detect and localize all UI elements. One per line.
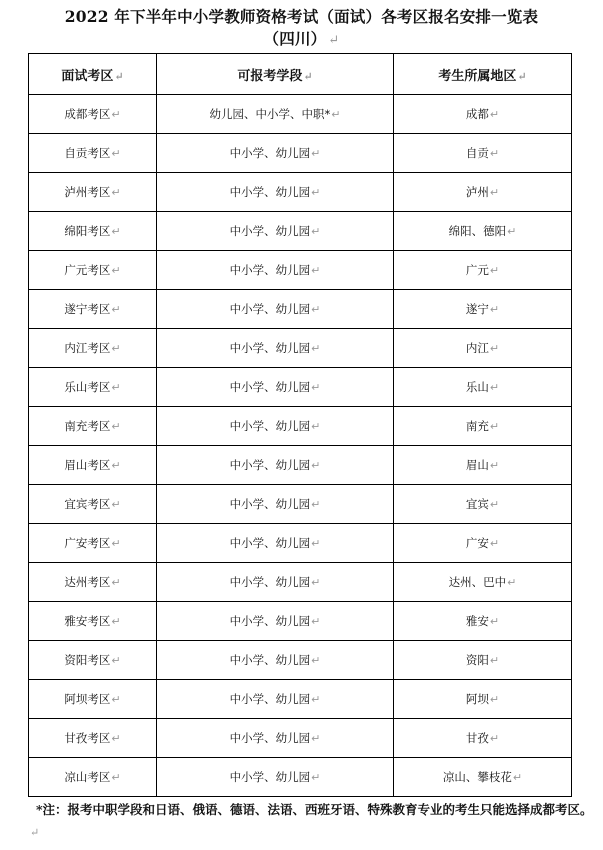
title-subtext: （四川） (263, 29, 327, 48)
cell-exam-region: 自贡考区↵ (29, 134, 157, 173)
table-row (29, 524, 572, 563)
cell-exam-region: 雅安考区↵ (29, 602, 157, 641)
cell-mark-icon: ↵ (311, 771, 321, 784)
cell-mark-icon: ↵ (489, 537, 500, 550)
cell-mark-icon: ↵ (111, 264, 121, 277)
cell-eligible-stages: 中小学、幼儿园↵ (157, 602, 394, 641)
cell-mark-icon: ↵ (489, 498, 500, 511)
cell-mark-icon: ↵ (311, 498, 321, 511)
cell-candidate-area: 甘孜↵ (394, 719, 572, 758)
table-row (29, 134, 572, 173)
table-row (29, 368, 572, 407)
cell-candidate-area: 阿坝↵ (394, 680, 572, 719)
cell-mark-icon: ↵ (489, 147, 500, 160)
cell-mark-icon: ↵ (331, 108, 341, 121)
cell-mark-icon: ↵ (311, 225, 321, 238)
cell-mark-icon: ↵ (311, 576, 321, 589)
footnote (28, 799, 598, 844)
cell-exam-region: 内江考区↵ (29, 329, 157, 368)
cell-mark-icon: ↵ (311, 693, 321, 706)
cell-eligible-stages: 中小学、幼儿园↵ (157, 329, 394, 368)
table-row (29, 641, 572, 680)
cell-eligible-stages: 中小学、幼儿园↵ (157, 524, 394, 563)
cell-mark-icon: ↵ (311, 654, 321, 667)
paragraph-mark-icon: ↵ (328, 33, 340, 48)
table-row (29, 212, 572, 251)
table-row (29, 251, 572, 290)
cell-eligible-stages: 中小学、幼儿园↵ (157, 485, 394, 524)
cell-mark-icon: ↵ (507, 576, 517, 589)
cell-mark-icon: ↵ (111, 342, 121, 355)
cell-mark-icon: ↵ (311, 264, 321, 277)
cell-mark-icon: ↵ (111, 147, 121, 160)
table-row (29, 719, 572, 758)
cell-candidate-area: 泸州↵ (394, 173, 572, 212)
cell-mark-icon: ↵ (311, 420, 321, 433)
cell-mark-icon: ↵ (311, 615, 321, 628)
cell-eligible-stages: 中小学、幼儿园↵ (157, 719, 394, 758)
cell-mark-icon: ↵ (311, 186, 321, 199)
cell-mark-icon: ↵ (489, 186, 500, 199)
cell-eligible-stages: 中小学、幼儿园↵ (157, 212, 394, 251)
title-line-2 (0, 28, 603, 52)
exam-region-table (28, 53, 572, 797)
table-row (29, 485, 572, 524)
table-row (29, 290, 572, 329)
cell-exam-region: 眉山考区↵ (29, 446, 157, 485)
title-line-1 (0, 6, 603, 28)
cell-eligible-stages: 中小学、幼儿园↵ (157, 290, 394, 329)
cell-mark-icon: ↵ (111, 693, 121, 706)
cell-mark-icon: ↵ (111, 771, 121, 784)
paragraph-mark-icon: ↵ (30, 826, 40, 839)
cell-mark-icon: ↵ (114, 69, 124, 83)
cell-candidate-area: 广安↵ (394, 524, 572, 563)
cell-mark-icon: ↵ (489, 732, 500, 745)
cell-exam-region: 甘孜考区↵ (29, 719, 157, 758)
cell-candidate-area: 资阳↵ (394, 641, 572, 680)
cell-mark-icon: ↵ (311, 459, 321, 472)
header-exam-region: 面试考区↵ (29, 54, 157, 95)
cell-mark-icon: ↵ (311, 147, 321, 160)
cell-mark-icon: ↵ (489, 420, 500, 433)
cell-eligible-stages: 中小学、幼儿园↵ (157, 563, 394, 602)
table-row (29, 407, 572, 446)
cell-mark-icon: ↵ (489, 303, 500, 316)
cell-mark-icon: ↵ (111, 303, 121, 316)
cell-exam-region: 泸州考区↵ (29, 173, 157, 212)
cell-mark-icon: ↵ (311, 342, 321, 355)
cell-mark-icon: ↵ (111, 381, 121, 394)
table-row (29, 329, 572, 368)
title-text: 2022 年下半年中小学教师资格考试（面试）各考区报名安排一览表 (64, 7, 539, 26)
cell-mark-icon: ↵ (111, 108, 121, 121)
table-row (29, 602, 572, 641)
cell-eligible-stages: 中小学、幼儿园↵ (157, 446, 394, 485)
cell-mark-icon: ↵ (507, 225, 517, 238)
cell-eligible-stages: 幼儿园、中小学、中职*↵ (157, 95, 394, 134)
cell-mark-icon: ↵ (489, 108, 500, 121)
cell-mark-icon: ↵ (489, 459, 500, 472)
cell-candidate-area: 自贡↵ (394, 134, 572, 173)
cell-mark-icon: ↵ (311, 537, 321, 550)
cell-mark-icon: ↵ (311, 732, 321, 745)
cell-eligible-stages: 中小学、幼儿园↵ (157, 758, 394, 797)
cell-mark-icon: ↵ (512, 771, 523, 784)
table-row (29, 446, 572, 485)
footnote-text: *注：报考中职学段和日语、俄语、德语、法语、西班牙语、特殊教育专业的考生只能选择成都考区。 (36, 802, 593, 817)
cell-exam-region: 凉山考区↵ (29, 758, 157, 797)
cell-candidate-area: 广元↵ (394, 251, 572, 290)
cell-candidate-area: 成都↵ (394, 95, 572, 134)
cell-exam-region: 宜宾考区↵ (29, 485, 157, 524)
document-title (0, 6, 603, 52)
table-body (29, 95, 572, 797)
cell-eligible-stages: 中小学、幼儿园↵ (157, 641, 394, 680)
table-header-row (29, 54, 572, 95)
cell-mark-icon: ↵ (517, 69, 527, 83)
cell-candidate-area: 内江↵ (394, 329, 572, 368)
cell-exam-region: 南充考区↵ (29, 407, 157, 446)
table-row (29, 680, 572, 719)
cell-mark-icon: ↵ (489, 693, 500, 706)
cell-eligible-stages: 中小学、幼儿园↵ (157, 173, 394, 212)
cell-mark-icon: ↵ (489, 615, 500, 628)
cell-mark-icon: ↵ (111, 537, 121, 550)
cell-eligible-stages: 中小学、幼儿园↵ (157, 134, 394, 173)
table-row (29, 758, 572, 797)
cell-candidate-area: 雅安↵ (394, 602, 572, 641)
cell-mark-icon: ↵ (311, 381, 321, 394)
cell-eligible-stages: 中小学、幼儿园↵ (157, 368, 394, 407)
cell-candidate-area: 遂宁↵ (394, 290, 572, 329)
cell-eligible-stages: 中小学、幼儿园↵ (157, 680, 394, 719)
cell-candidate-area: 南充↵ (394, 407, 572, 446)
cell-mark-icon: ↵ (489, 264, 500, 277)
cell-candidate-area: 凉山、攀枝花↵ (394, 758, 572, 797)
cell-candidate-area: 达州、巴中↵ (394, 563, 572, 602)
cell-exam-region: 成都考区↵ (29, 95, 157, 134)
cell-eligible-stages: 中小学、幼儿园↵ (157, 251, 394, 290)
cell-candidate-area: 绵阳、德阳↵ (394, 212, 572, 251)
header-eligible-stages: 可报考学段↵ (157, 54, 394, 95)
cell-mark-icon: ↵ (311, 303, 321, 316)
cell-exam-region: 阿坝考区↵ (29, 680, 157, 719)
table-row (29, 563, 572, 602)
cell-mark-icon: ↵ (111, 225, 121, 238)
cell-exam-region: 资阳考区↵ (29, 641, 157, 680)
cell-candidate-area: 乐山↵ (394, 368, 572, 407)
cell-eligible-stages: 中小学、幼儿园↵ (157, 407, 394, 446)
cell-mark-icon: ↵ (111, 654, 121, 667)
cell-mark-icon: ↵ (111, 459, 121, 472)
cell-candidate-area: 宜宾↵ (394, 485, 572, 524)
table-row (29, 173, 572, 212)
cell-mark-icon: ↵ (303, 69, 313, 83)
cell-mark-icon: ↵ (111, 576, 121, 589)
cell-exam-region: 遂宁考区↵ (29, 290, 157, 329)
cell-mark-icon: ↵ (489, 381, 500, 394)
table-row (29, 95, 572, 134)
cell-exam-region: 达州考区↵ (29, 563, 157, 602)
cell-mark-icon: ↵ (111, 420, 121, 433)
cell-mark-icon: ↵ (111, 615, 121, 628)
cell-exam-region: 乐山考区↵ (29, 368, 157, 407)
header-candidate-area: 考生所属地区↵ (394, 54, 572, 95)
cell-exam-region: 广安考区↵ (29, 524, 157, 563)
cell-mark-icon: ↵ (489, 654, 500, 667)
cell-mark-icon: ↵ (111, 732, 121, 745)
cell-mark-icon: ↵ (111, 498, 121, 511)
cell-exam-region: 广元考区↵ (29, 251, 157, 290)
cell-mark-icon: ↵ (489, 342, 500, 355)
cell-candidate-area: 眉山↵ (394, 446, 572, 485)
cell-mark-icon: ↵ (111, 186, 121, 199)
cell-exam-region: 绵阳考区↵ (29, 212, 157, 251)
